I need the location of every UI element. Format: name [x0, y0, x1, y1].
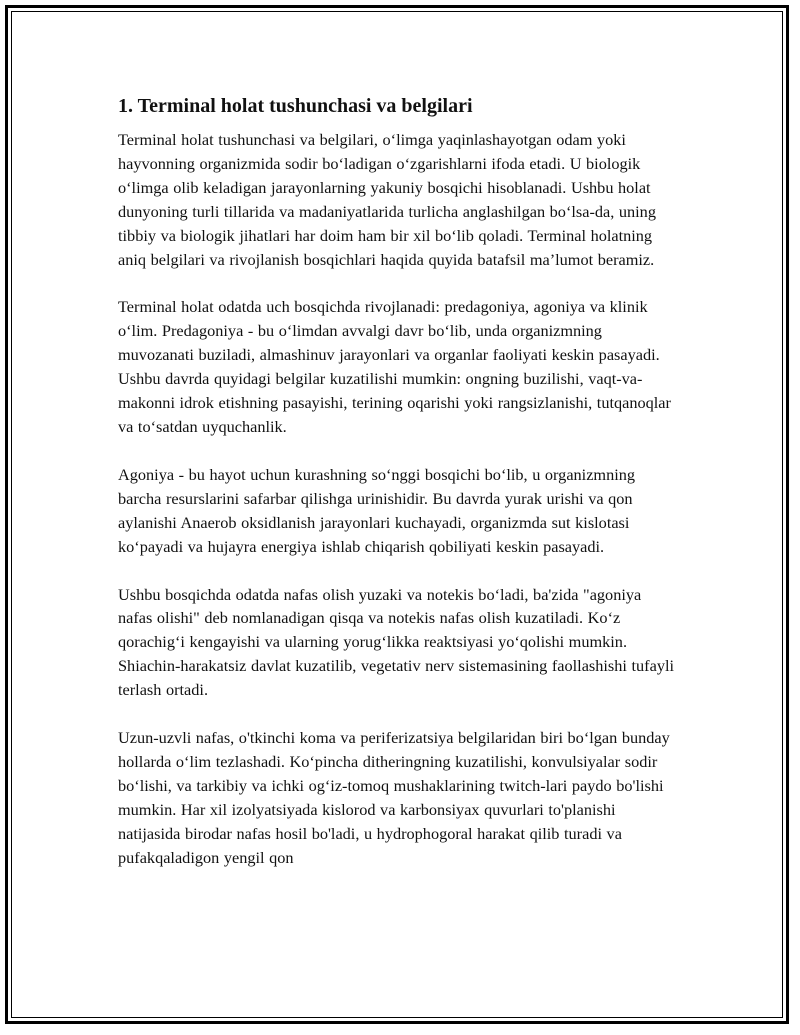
paragraph-3: Agoniya - bu hayot uchun kurashning so‘nggi bosqichi bo‘lib, u organizmning barcha resurslarini safarbar qilishga urinishidir. Bu davrda yurak urishi va qon aylanishi Anaerob oksidlanish jarayonlari kuchayadi, organizmda sut kislotasi ko‘payadi va hujayra energiya ishlab chiqarish qobiliyati keskin pasayadi.	[118, 464, 636, 556]
paragraph-2: Terminal holat odatda uch bosqichda rivojlanadi: predagoniya, agoniya va klinik o‘lim. Predagoniya - bu o‘limdan avvalgi davr bo‘lib, unda organizmning muvozanati buziladi, almashinuv jarayonlari va organlar faoliyati keskin pasayadi. Ushbu davrda quyidagi belgilar kuzatilishi mumkin: ongning buzilishi, vaqt-va-makonni idrok etishning pasayishi, terining oqarishi yoki rangsizlanishi, tutqanoqlar va to‘satdan uyquchanlik.	[118, 297, 671, 436]
paragraph-4: Ushbu bosqichda odatda nafas olish yuzaki va notekis bo‘ladi, ba'zida "agoniya nafas olishi" deb nomlanadigan qisqa va notekis nafas olish kuzatiladi. Ko‘z qorachig‘i kengayishi va ularning yorug‘likka reaktsiyasi yo‘qolishi mumkin. Shiachin-harakatsiz davlat kuzatilib, vegetativ nerv sistemasining faollashishi tufayli terlash ortadi.	[118, 584, 675, 700]
document-body	[118, 94, 678, 893]
section-heading: 1. Terminal holat tushunchasi va belgilari	[118, 95, 473, 117]
paragraph-5: Uzun-uzvli nafas, o'tkinchi koma va periferizatsiya belgilaridan biri bo‘lgan bunday hollarda o‘lim tezlashadi. Ko‘pincha ditheringning kuzatilishi, konvulsiyalar sodir bo‘lishi, va tarkibiy va ichki og‘iz-tomoq mushaklarining twitch-lari paydo bo'lishi mumkin. Har xil izolyatsiyada kislorod va karbonsiyax quvurlari to'planishi natijasida birodar nafas hosil bo'ladi, u hydrophogoral harakat qilib turadi va pufakqaladigon yengil qon	[118, 728, 670, 867]
paragraph-1: Terminal holat tushunchasi va belgilari, o‘limga yaqinlashayotgan odam yoki hayvonning organizmida sodir bo‘ladigan o‘zgarishlarni ifoda etadi. U biologik o‘limga olib keladigan jarayonlarning yakuniy bosqichi hisoblanadi. Ushbu holat dunyoning turli tillarida va madaniyatlarida turlicha anglashilgan bo‘lsa-da, uning tibbiy va biologik jihatlari har doim ham bir xil bo‘lib qoladi. Terminal holatning aniq belgilari va rivojlanish bosqichlari haqida quyida batafsil ma’lumot beramiz.	[118, 130, 656, 269]
